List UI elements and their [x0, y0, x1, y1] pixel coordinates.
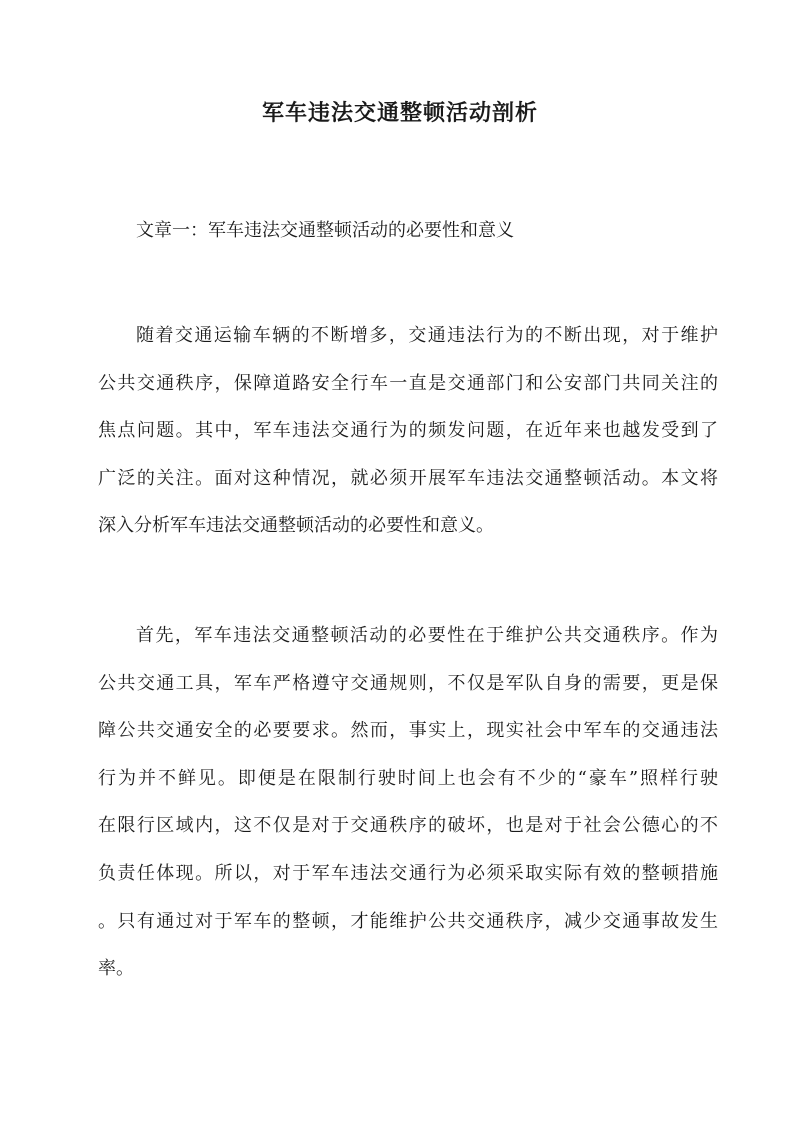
paragraph-line: 率。 — [98, 958, 134, 980]
article-subheading: 文章一：军车违法交通整顿活动的必要性和意义 — [136, 220, 514, 241]
paragraph-line: 随着交通运输车辆的不断增多，交通违法行为的不断出现，对于维护 — [136, 325, 718, 346]
paragraph-line: 。只有通过对于军车的整顿，才能维护公共交通秩序，减少交通事故发生 — [98, 910, 718, 932]
paragraph-line: 障公共交通安全的必要要求。然而，事实上，现实社会中军车的交通违法 — [98, 720, 718, 742]
paragraph-line: 公共交通工具，军车严格遵守交通规则，不仅是军队自身的需要，更是保 — [98, 672, 718, 694]
paragraph-line: 焦点问题。其中，军车违法交通行为的频发问题，在近年来也越发受到了 — [98, 420, 718, 442]
paragraph-line: 在限行区域内，这不仅是对于交通秩序的破坏，也是对于社会公德心的不 — [98, 815, 718, 837]
paragraph-line: 首先，军车违法交通整顿活动的必要性在于维护公共交通秩序。作为 — [136, 625, 718, 646]
paragraph-line: 广泛的关注。面对这种情况，就必须开展军车违法交通整顿活动。本文将 — [98, 467, 718, 489]
document-title: 军车违法交通整顿活动剖析 — [261, 100, 538, 126]
paragraph-line: 深入分析军车违法交通整顿活动的必要性和意义。 — [98, 515, 494, 537]
paragraph-line: 负责任体现。所以，对于军车违法交通行为必须采取实际有效的整顿措施 — [98, 862, 718, 884]
paragraph-line: 公共交通秩序，保障道路安全行车一直是交通部门和公安部门共同关注的 — [98, 372, 718, 394]
paragraph-intro — [98, 312, 718, 550]
paragraph-necessity — [98, 612, 718, 993]
paragraph-line: 行为并不鲜见。即便是在限制行驶时间上也会有不少的“豪车”照样行驶 — [98, 767, 718, 789]
